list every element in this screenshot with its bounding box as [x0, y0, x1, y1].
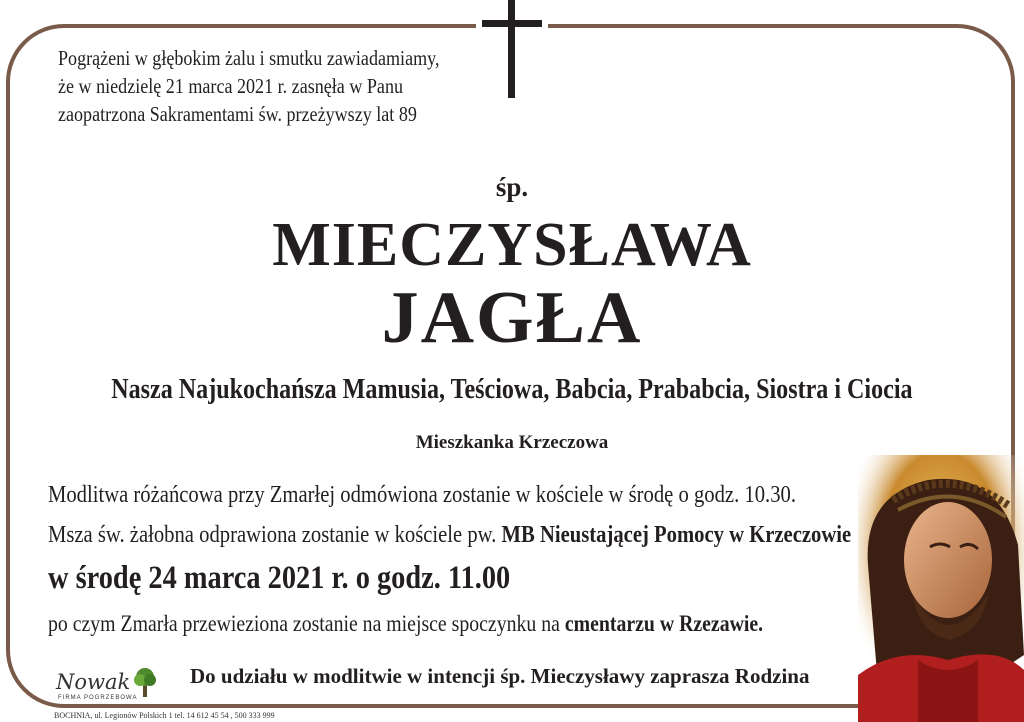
deceased-prefix: śp.: [495, 172, 529, 202]
family-relations: [0, 374, 1024, 406]
intro-line: Pogrążeni w głębokim żalu i smutku zawiadamiamy,: [58, 46, 440, 70]
mass-text: Msza św. żałobna odprawiona zostanie w kościele pw.: [48, 522, 502, 548]
burial-text: po czym Zmarła przewieziona zostanie na miejsce spoczynku na: [48, 611, 565, 636]
tree-icon: [132, 666, 158, 698]
christ-portrait-image: [858, 455, 1024, 722]
intro-line: zaopatrzona Sakramentami św. przeżywszy lat 89: [58, 102, 417, 126]
burial-info: [48, 611, 763, 637]
mass-church: MB Nieustającej Pomocy w Krzeczowie: [501, 522, 852, 548]
logo-name: Nowak: [56, 670, 131, 694]
funeral-home-logo: [54, 666, 164, 706]
intro-text: [58, 44, 440, 128]
residence: Mieszkanka Krzeczowa: [415, 432, 609, 453]
funeral-home-address: BOCHNIA, ul. Legionów Polskich 1 tel. 14 612 45 54 , 500 333 999: [54, 711, 275, 720]
mass-date-time: w środę 24 marca 2021 r. o godz. 11.00: [48, 560, 511, 596]
logo-subtitle: FIRMA POGRZEBOWA: [58, 695, 138, 701]
rosary-info: Modlitwa różańcowa przy Zmarłej odmówiona zostanie w kościele w środę o godz. 10.30.: [48, 482, 796, 508]
deceased-last-name: JAGŁA: [381, 277, 643, 359]
burial-place: cmentarzu w Rzezawie.: [564, 611, 764, 636]
intro-line: że w niedzielę 21 marca 2021 r. zasnęła w Panu: [58, 74, 404, 98]
family-relations-text: Nasza Najukochańsza Mamusia, Teściowa, Babcia, Prababcia, Siostra i Ciocia: [111, 374, 913, 405]
cross-icon-bar: [482, 20, 542, 27]
cross-icon: [508, 0, 515, 98]
invitation: Do udziału w modlitwie w intencji śp. Mieczysławy zaprasza Rodzina: [190, 664, 810, 688]
mass-info: [48, 522, 851, 549]
deceased-first-name: MIECZYSŁAWA: [272, 211, 752, 279]
